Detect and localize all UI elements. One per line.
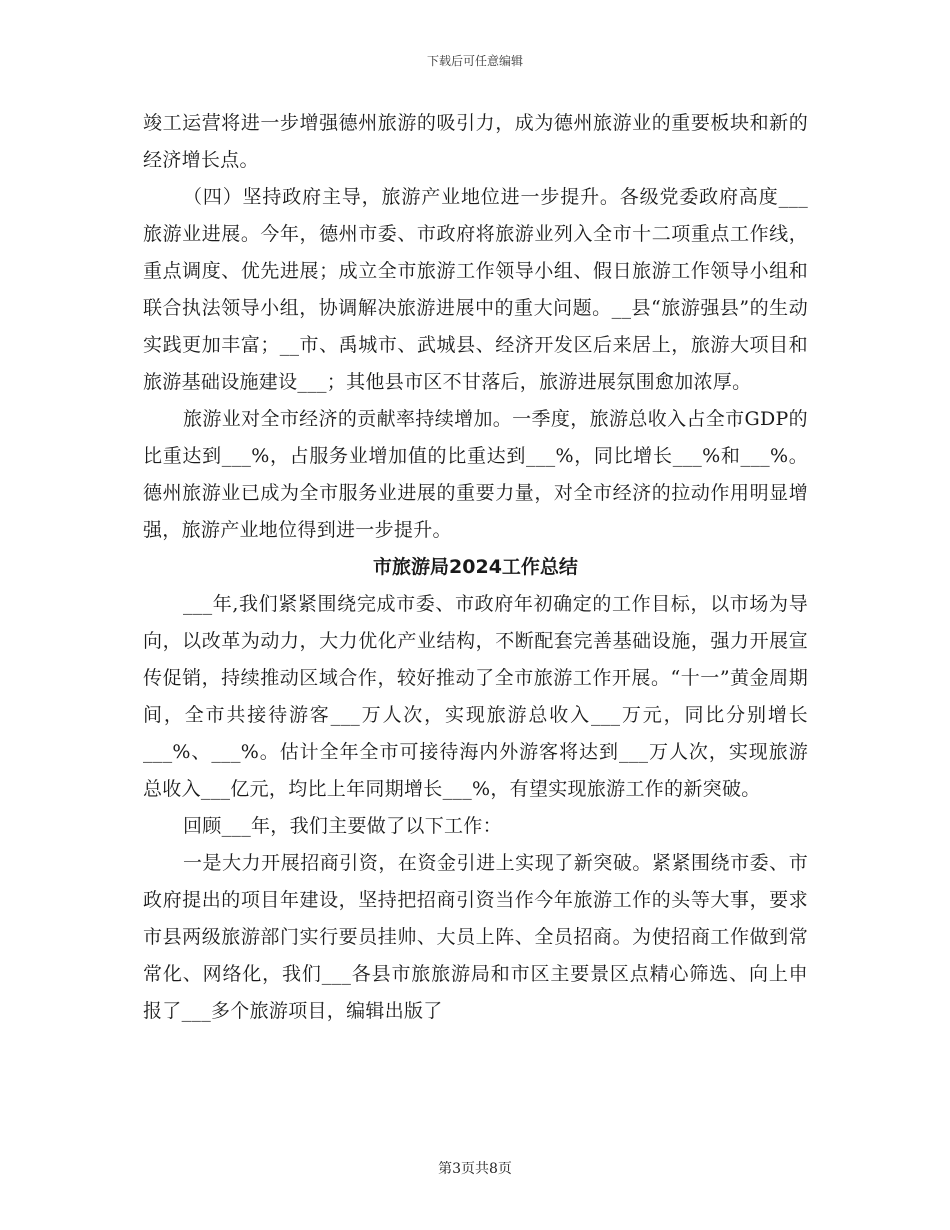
paragraph-government-leadership: （四）坚持政府主导，旅游产业地位进一步提升。各级党委政府高度___旅游业进展。今年，德州市委、市政府将旅游业列入全市十二项重点工作线，重点调度、优先进展；成立全市旅游工作领导小组、假日旅游工作领导小组和联合执法领导小组，协调解决旅游进展中的重大问题。__县“旅游强县”的生动实践更加丰富；__市、禹城市、武城县、经济开发区后来居上，旅游大项目和旅游基础设施建设___；其他县市区不甘落后，旅游进展氛围愈加浓厚。 <box>143 186 808 393</box>
page-footer: 第3页共8页 <box>438 1161 512 1177</box>
section-title: 市旅游局2024工作总结 <box>373 556 578 578</box>
paragraph-investment: 一是大力开展招商引资，在资金引进上实现了新突破。紧紧围绕市委、市政府提出的项目年建设，坚持把招商引资当作今年旅游工作的头等大事，要求市县两级旅游部门实行要员挂帅、大员上阵、全员招商。为使招商工作做到常常化、网络化，我们___各县市旅旅游局和市区主要景区点精心筛选、向上申报了___多个旅游项目，编辑出版了 <box>143 852 808 1022</box>
paragraph-economic-contribution: 旅游业对全市经济的贡献率持续增加。一季度，旅游总收入占全市GDP的比重达到___%，占服务业增加值的比重达到___%，同比增长___%和___%。德州旅游业已成为全市服务业进展的重要力量，对全市经济的拉动作用明显增强，旅游产业地位得到进一步提升。 <box>143 408 808 541</box>
paragraph-annual-summary: ___年,我们紧紧围绕完成市委、市政府年初确定的工作目标，以市场为导向，以改革为动力，大力优化产业结构，不断配套完善基础设施，强力开展宣传促销，持续推动区域合作，较好推动了全市旅游工作开展。“十一”黄金周期间，全市共接待游客___万人次，实现旅游总收入___万元，同比分别增长___%、___%。估计全年全市可接待海内外游客将达到___万人次，实现旅游总收入___亿元，均比上年同期增长___%，有望实现旅游工作的新突破。 <box>143 593 808 800</box>
page-header: 下载后可任意编辑 <box>426 54 523 68</box>
document-body <box>143 105 808 1030</box>
paragraph-continuation: 竣工运营将进一步增强德州旅游的吸引力，成为德州旅游业的重要板块和新的经济增长点。 <box>143 112 808 171</box>
paragraph-review-intro: 回顾___年，我们主要做了以下工作： <box>183 815 502 837</box>
